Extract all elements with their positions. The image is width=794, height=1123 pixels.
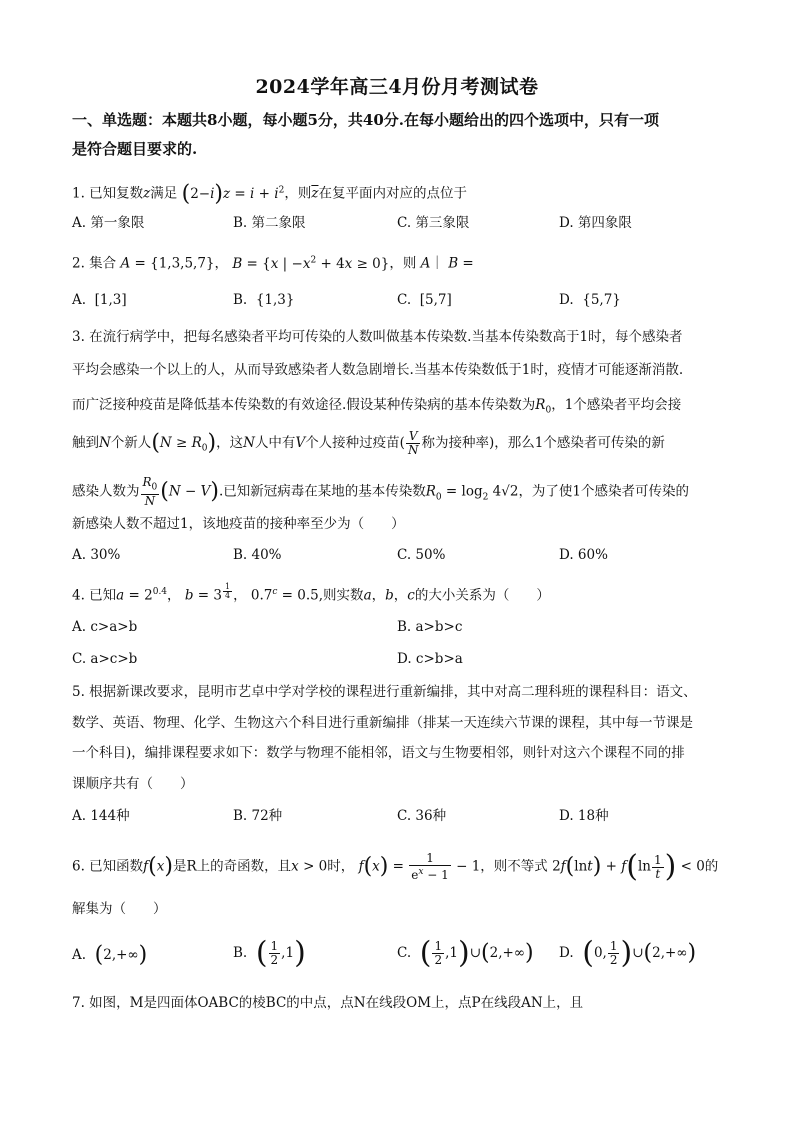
- question-1-stem: 1. 已知复数z满足 $(2-i)z = i + i^2$，则$\overline{z}$在复平面内对应的点位于: [72, 181, 467, 206]
- question-3-line-1: 3. 在流行病学中，把每名感染者平均可传染的人数叫做基本传染数.当基本传染数高于1时，每个感染者: [72, 329, 683, 345]
- q6-option-d[interactable]: D. (0, $\frac{1}{2}$ )∪(2,+∞): [559, 935, 697, 971]
- question-5-line-3: 一个科目)，编排课程要求如下：数学与物理不能相邻，语文与生物要相邻，则针对这六个课程不同的排: [72, 745, 685, 761]
- question-4-stem: 4. 已知$a = 2^{0.4}$， b = 3 $^{\frac{1}{4}}$ ， 0.7$^c$ = 0.5,则实数a，b，c的大小关系为（ ）: [72, 582, 550, 604]
- question-6-stem: 6. 已知函数f(x)是R上的奇函数，且x > 0时， f(x) = $\frac{1}{e^x - 1}$ − 1，则不等式 2f(lnt) + f(ln $\frac{1}{t}$ ) < 0的: [72, 849, 719, 884]
- section-heading-line-1: 一、单选题：本题共8小题，每小题5分，共40分.在每小题给出的四个选项中，只有一项: [72, 111, 659, 129]
- q3-option-b[interactable]: B. 40%: [233, 547, 282, 563]
- question-3-line-3: 而广泛接种疫苗是降低基本传染数的有效途径.假设某种传染病的基本传染数为$R_0$，1个感染者平均会接: [72, 397, 682, 416]
- question-3-line-6: 新感染人数不超过1，该地疫苗的接种率至少为（ ）: [72, 516, 405, 532]
- section-heading-line-2: 是符合题目要求的.: [72, 140, 198, 158]
- q4-option-c[interactable]: C. a>c>b: [72, 651, 138, 667]
- q6-option-b[interactable]: B. ( $\frac{1}{2}$ ,1): [233, 935, 306, 971]
- question-2-stem: 2. 集合 A = {1,3,5,7}， B = {x | $-x^2 + 4x \ge 0$}，则 A｜ B =: [72, 255, 474, 272]
- question-6-line-2: 解集为（ ）: [72, 901, 167, 917]
- q1-option-b[interactable]: B. 第二象限: [233, 215, 306, 231]
- q1-option-c[interactable]: C. 第三象限: [397, 215, 470, 231]
- q4-option-a[interactable]: A. c>a>b: [72, 619, 138, 635]
- q5-option-c[interactable]: C. 36种: [397, 808, 447, 824]
- question-5-line-4: 课顺序共有（ ）: [72, 776, 194, 792]
- question-7-line-1: 7. 如图，M是四面体OABC的棱BC的中点，点N在线段OM上，点P在线段AN上，且: [72, 995, 584, 1011]
- q2-option-b[interactable]: B. {1,3}: [233, 292, 295, 308]
- question-3-line-4: 触到N个新人$(N \ge R_0)$，这N人中有V个人接种过疫苗( $\frac{V}{N}$ 称为接种率)，那么1个感染者可传染的新: [72, 429, 665, 457]
- math-equation: $(2-i)z = i + i^2$: [181, 181, 285, 206]
- q4-option-b[interactable]: B. a>b>c: [397, 619, 463, 635]
- q2-option-a[interactable]: A. [1,3]: [72, 292, 127, 308]
- question-3-line-5: 感染人数为 $\frac{R_0}{N}$ (N − V).已知新冠病毒在某地的基本传染数$R_0 = \log_2 4√2$，为了使1个感染者可传染的: [72, 475, 690, 509]
- section-heading: [72, 106, 724, 164]
- q2-option-c[interactable]: C. [5,7]: [397, 292, 452, 308]
- set-a: A = {1,3,5,7}: [120, 255, 215, 272]
- q5-option-b[interactable]: B. 72种: [233, 808, 283, 824]
- q1-option-a[interactable]: A. 第一象限: [72, 215, 145, 231]
- q3-option-c[interactable]: C. 50%: [397, 547, 446, 563]
- set-b: B = {x | $-x^2 + 4x \ge 0$}: [232, 255, 390, 272]
- q1-option-d[interactable]: D. 第四象限: [559, 215, 632, 231]
- q2-option-d[interactable]: D. {5,7}: [559, 292, 621, 308]
- question-5-line-2: 数学、英语、物理、化学、生物这六个科目进行重新编排（排某一天连续六节课的课程，其中每一节课是: [72, 715, 693, 731]
- q4-option-d[interactable]: D. c>b>a: [397, 651, 463, 667]
- q5-option-a[interactable]: A. 144种: [72, 808, 130, 824]
- q6-option-a[interactable]: A. (2,+∞): [72, 942, 148, 968]
- q3-option-a[interactable]: A. 30%: [72, 547, 121, 563]
- page-title: 2024学年高三4月份月考测试卷: [255, 76, 539, 98]
- question-3-line-2: 平均会感染一个以上的人，从而导致感染者人数急剧增长.当基本传染数低于1时，疫情才可能逐渐消散.: [72, 362, 684, 378]
- q5-option-d[interactable]: D. 18种: [559, 808, 609, 824]
- question-5-line-1: 5. 根据新课改要求，昆明市艺卓中学对学校的课程进行重新编排，其中对高二理科班的课程科目：语文、: [72, 684, 697, 700]
- q3-option-d[interactable]: D. 60%: [559, 547, 608, 563]
- q6-option-c[interactable]: C. ( $\frac{1}{2}$ ,1)∪(2,+∞): [397, 935, 534, 971]
